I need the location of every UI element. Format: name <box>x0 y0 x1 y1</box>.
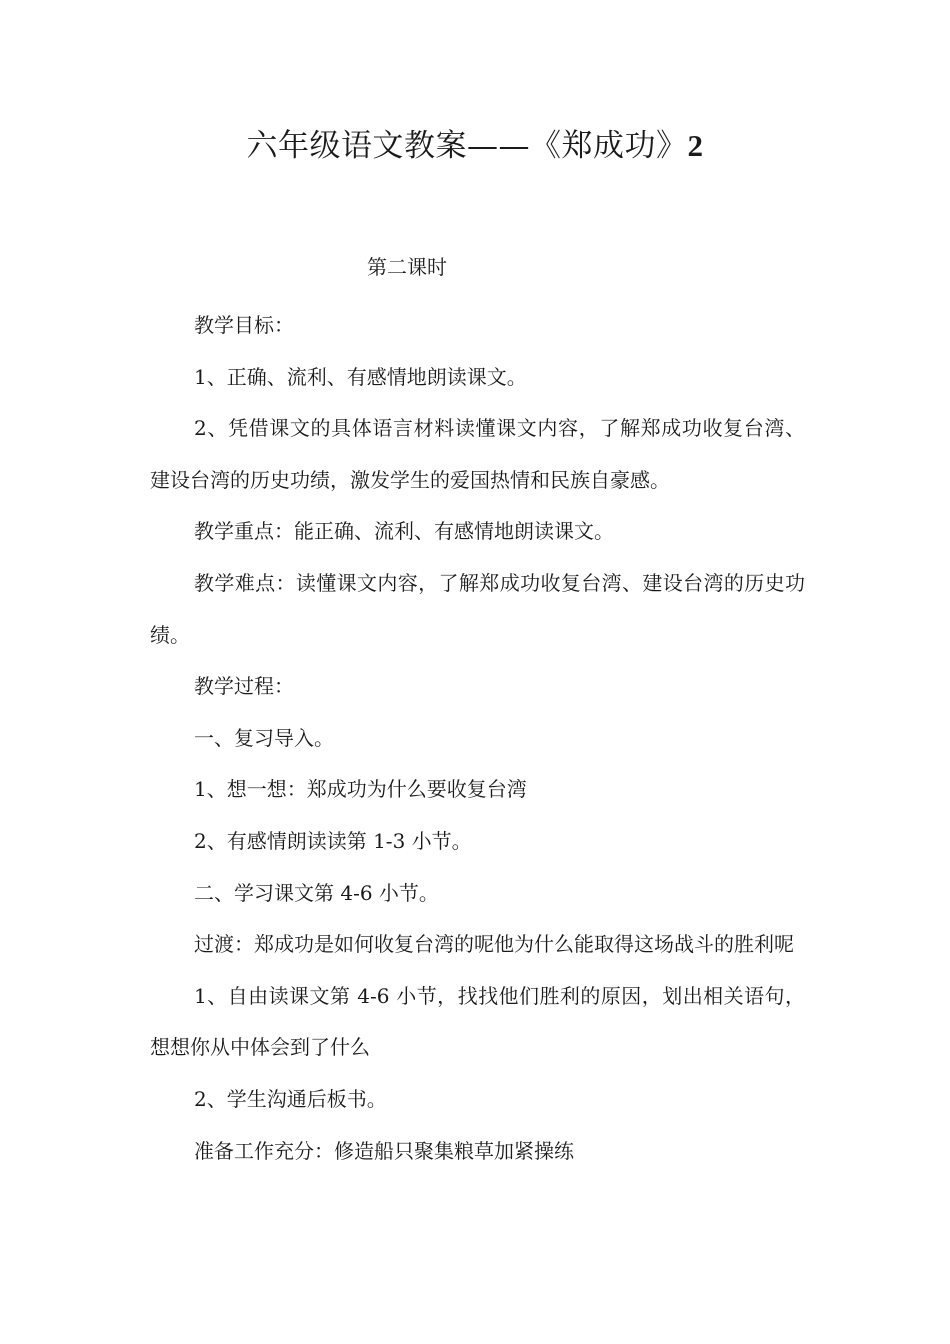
paragraph: 教学目标： <box>194 313 294 337</box>
paragraph: 2、学生沟通后板书。 <box>194 1086 387 1111</box>
paragraph: 过渡：郑成功是如何收复台湾的呢他为什么能取得这场战斗的胜利呢 <box>194 932 794 957</box>
paragraph: 1、正确、流利、有感情地朗读课文。 <box>194 364 527 389</box>
document-body <box>150 300 805 1177</box>
title-number: 2 <box>687 128 704 163</box>
paragraph: 2、有感情朗读读第 1-3 小节。 <box>194 828 472 853</box>
paragraph: 二、学习课文第 4-6 小节。 <box>194 880 439 905</box>
paragraph: 1、自由读课文第 4-6 小节，找找他们胜利的原因，划出相关语句，想想你从中体会到了什么 <box>150 983 805 1060</box>
document-title <box>0 124 950 168</box>
paragraph: 1、想一想：郑成功为什么要收复台湾 <box>194 777 527 802</box>
paragraph: 2、凭借课文的具体语言材料读懂课文内容，了解郑成功收复台湾、建设台湾的历史功绩，激发学生的爱国热情和民族自豪感。 <box>150 416 805 492</box>
title-text: 六年级语文教案——《郑成功》 <box>246 128 688 164</box>
paragraph: 教学重点：能正确、流利、有感情地朗读课文。 <box>194 519 614 544</box>
paragraph: 准备工作充分：修造船只聚集粮草加紧操练 <box>194 1138 574 1163</box>
lesson-subtitle: 第二课时 <box>367 255 447 279</box>
paragraph: 一、复习导入。 <box>194 725 334 750</box>
paragraph: 教学过程： <box>194 674 294 699</box>
paragraph: 教学难点：读懂课文内容，了解郑成功收复台湾、建设台湾的历史功绩。 <box>150 570 805 647</box>
